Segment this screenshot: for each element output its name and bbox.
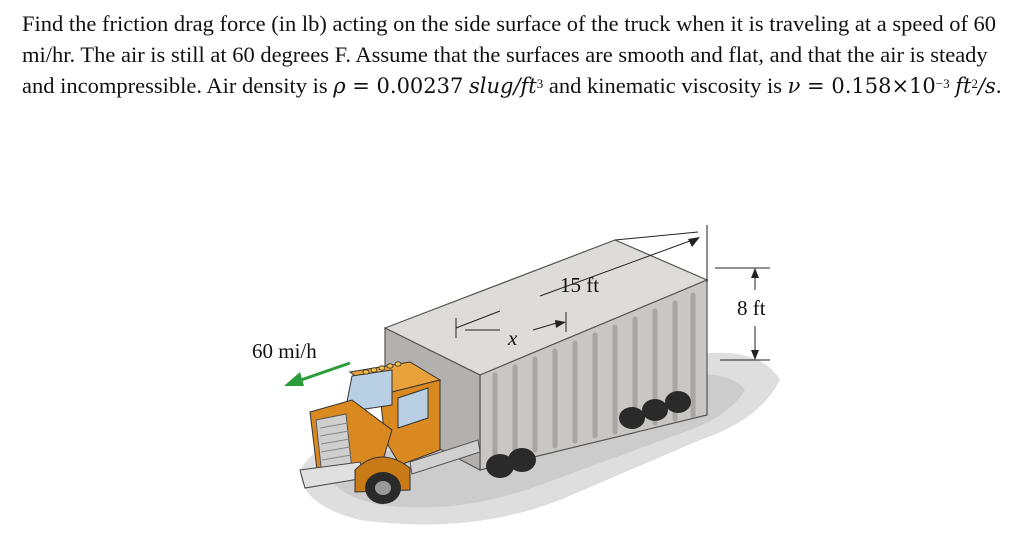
nu-units-tail: /s: [977, 74, 996, 98]
height-arrowhead-top: [751, 268, 759, 278]
rho-units: slug/ft: [469, 74, 537, 98]
nu-units-exponent: 2: [971, 76, 978, 91]
velocity-arrow: [284, 363, 350, 386]
problem-end: .: [995, 73, 1002, 98]
nu-units: ft: [955, 74, 972, 98]
x-label: x: [508, 326, 518, 350]
height-label: 8 ft: [737, 296, 766, 320]
nu-symbol: ν: [787, 74, 801, 98]
problem-text-part2: and kinematic viscosity is: [543, 73, 788, 98]
nu-exponent: −3: [935, 76, 950, 91]
rho-units-exponent: 3: [536, 76, 544, 91]
equals-sign: =: [345, 74, 377, 98]
rho-value: 0.00237: [376, 74, 464, 98]
nu-value: 0.158×10: [831, 74, 936, 98]
equals-sign-2: =: [800, 74, 832, 98]
rho-symbol: ρ: [333, 74, 346, 98]
length-label: 15 ft: [560, 273, 600, 297]
length-arrowhead: [688, 237, 700, 247]
speed-label: 60 mi/h: [252, 339, 317, 363]
problem-text-part1: Find the friction drag force (in lb) acting on the side surface of the truck when it is traveling at a speed of 60 mi/hr. The air is still at 60 degrees F. Assume that the surfaces are smooth and flat, and that the air is steady and incompressible. Air density is: [22, 11, 997, 98]
